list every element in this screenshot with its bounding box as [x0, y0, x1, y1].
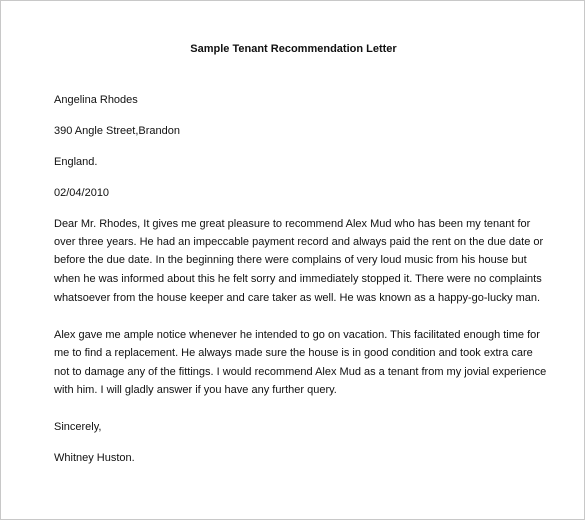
paragraph1-line: Dear Mr. Rhodes, It gives me great pleasure to recommend Alex Mud who has been my tenant for [54, 218, 531, 230]
paragraph2-line: not to damage any of the fittings. I would recommend Alex Mud as a tenant from my jovial experience [54, 366, 547, 378]
sender-street: 390 Angle Street,Brandon [54, 125, 180, 137]
paragraph2-line: me to find a replacement. He always made sure the house is in good condition and took extra care [54, 347, 533, 359]
paragraph1-line: when he was informed about this he felt sorry and immediately stopped it. There were no complaints [54, 273, 542, 285]
sender-country: England. [54, 156, 98, 168]
signature: Whitney Huston. [54, 452, 135, 464]
paragraph1-line: before the due date. In the beginning there were complains of very loud music from his house but [54, 254, 527, 266]
sender-name: Angelina Rhodes [54, 94, 138, 106]
paragraph1-line: over three years. He had an impeccable payment record and always paid the rent on the due date or [54, 236, 544, 248]
paragraph1-line: whatsoever from the house keeper and care taker as well. He was known as a happy-go-lucky man. [54, 292, 541, 304]
closing: Sincerely, [54, 421, 102, 433]
paragraph2-line: Alex gave me ample notice whenever he intended to go on vacation. This facilitated enough time for [54, 329, 540, 341]
letter-title: Sample Tenant Recommendation Letter [190, 43, 397, 55]
paragraph2-line: with him. I will gladly answer if you have any further query. [54, 384, 337, 396]
letter-date: 02/04/2010 [54, 187, 110, 199]
